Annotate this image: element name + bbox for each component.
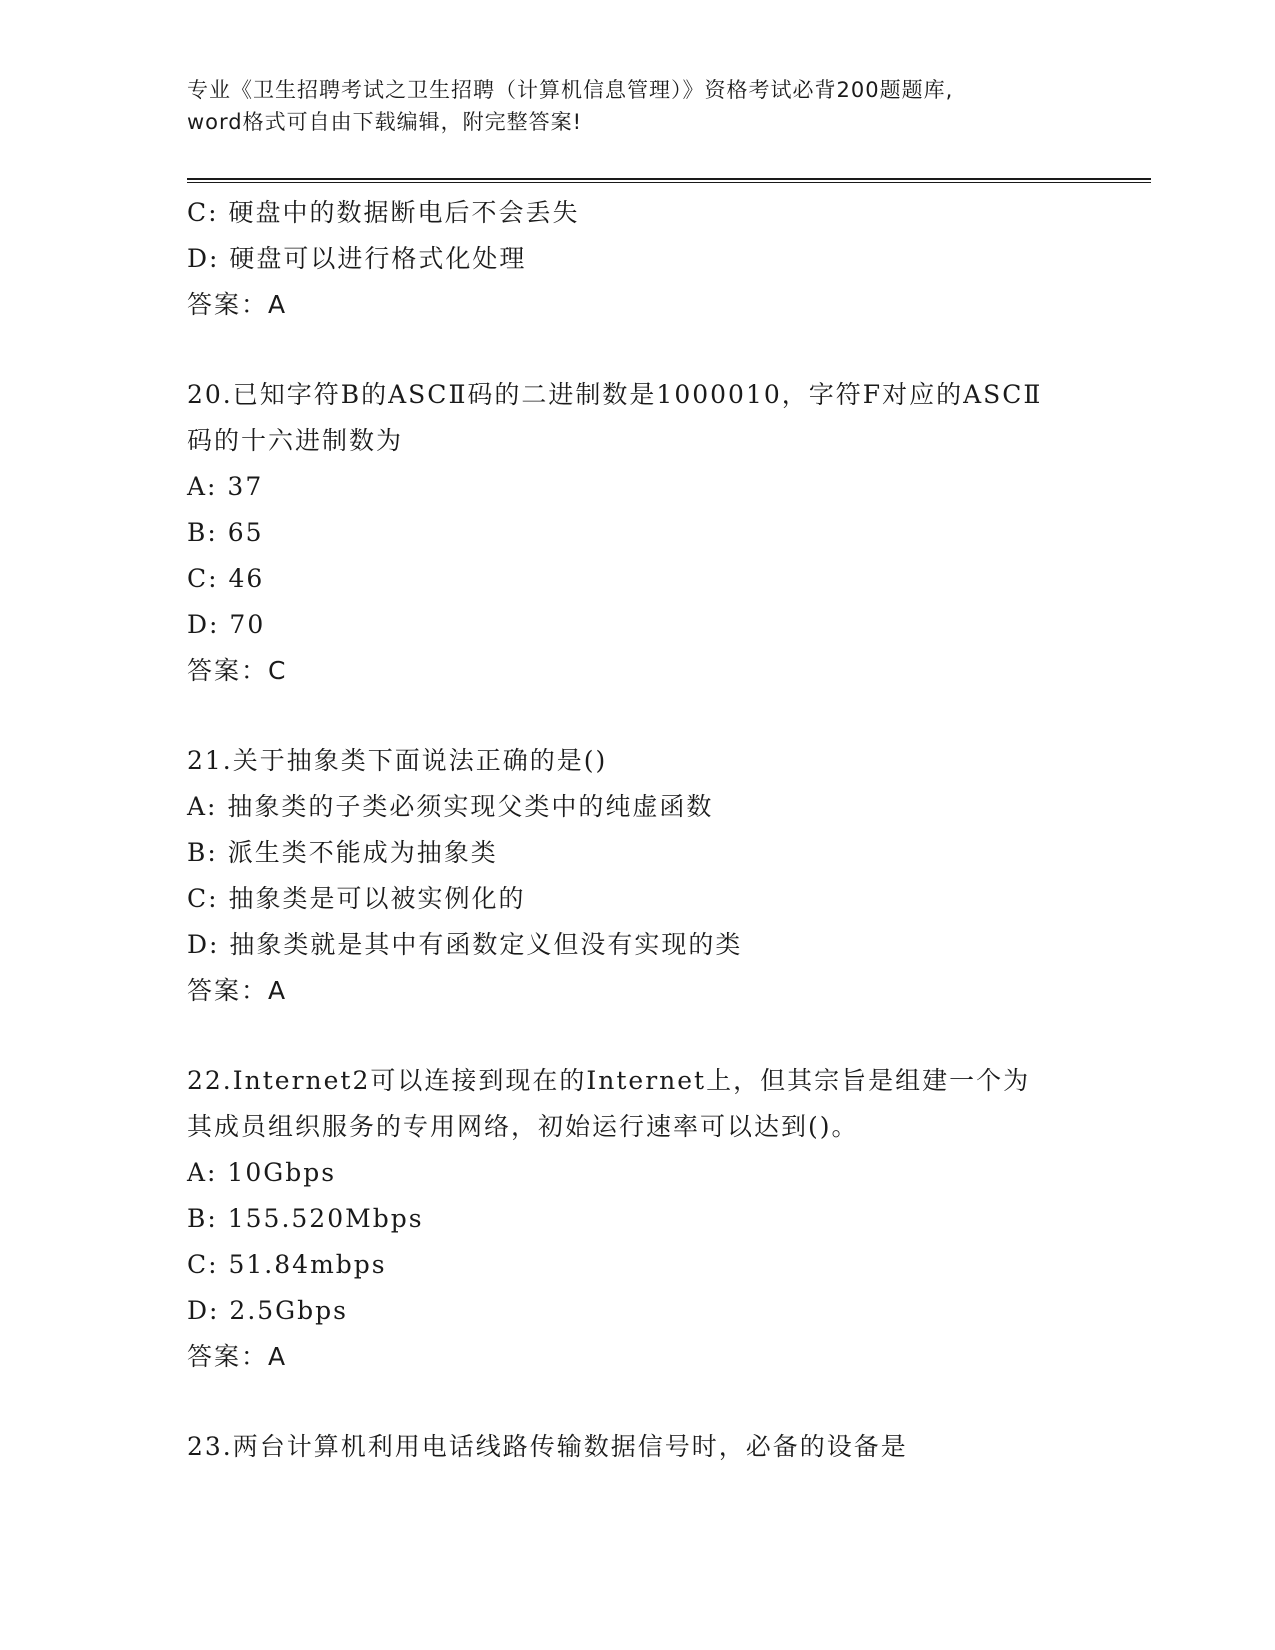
question-stem: 20.已知字符B的ASCⅡ码的二进制数是1000010，字符F对应的ASCⅡ xyxy=(187,380,1043,409)
option-line: A: 37 xyxy=(187,472,264,501)
question-stem: 23.两台计算机利用电话线路传输数据信号时，必备的设备是 xyxy=(187,1432,908,1461)
question-gap xyxy=(187,328,1087,372)
header-divider-thin xyxy=(187,182,1151,183)
option-line: C: 51.84mbps xyxy=(187,1250,387,1279)
option-line: D: 硬盘可以进行格式化处理 xyxy=(187,244,527,273)
question-list xyxy=(187,190,1087,1470)
option-line: D: 70 xyxy=(187,610,266,639)
option-line: C: 抽象类是可以被实例化的 xyxy=(187,884,526,913)
option-line: C: 硬盘中的数据断电后不会丢失 xyxy=(187,198,580,227)
header-title-line-1: 专业《卫生招聘考试之卫生招聘（计算机信息管理）》资格考试必背200题题库, xyxy=(187,78,954,102)
header-divider-thick xyxy=(187,178,1151,180)
option-line: A: 抽象类的子类必须实现父类中的纯虚函数 xyxy=(187,792,714,821)
question-stem: 码的十六进制数为 xyxy=(187,426,404,455)
option-line: B: 派生类不能成为抽象类 xyxy=(187,838,498,867)
option-line: D: 2.5Gbps xyxy=(187,1296,348,1325)
document-header xyxy=(187,74,1087,138)
option-line: A: 10Gbps xyxy=(187,1158,337,1187)
question-gap xyxy=(187,1014,1087,1058)
header-title-line-2: word格式可自由下载编辑，附完整答案! xyxy=(187,110,583,134)
answer-line: 答案：A xyxy=(187,290,288,319)
option-line: B: 65 xyxy=(187,518,264,547)
answer-line: 答案：A xyxy=(187,1342,288,1371)
answer-line: 答案：A xyxy=(187,976,288,1005)
question-gap xyxy=(187,1380,1087,1424)
question-stem: 其成员组织服务的专用网络，初始运行速率可以达到()。 xyxy=(187,1112,859,1141)
option-line: B: 155.520Mbps xyxy=(187,1204,424,1233)
option-line: D: 抽象类就是其中有函数定义但没有实现的类 xyxy=(187,930,743,959)
question-stem: 22.Internet2可以连接到现在的Internet上，但其宗旨是组建一个为 xyxy=(187,1066,1031,1095)
question-gap xyxy=(187,694,1087,738)
question-stem: 21.关于抽象类下面说法正确的是() xyxy=(187,746,608,775)
option-line: C: 46 xyxy=(187,564,265,593)
answer-line: 答案：C xyxy=(187,656,288,685)
